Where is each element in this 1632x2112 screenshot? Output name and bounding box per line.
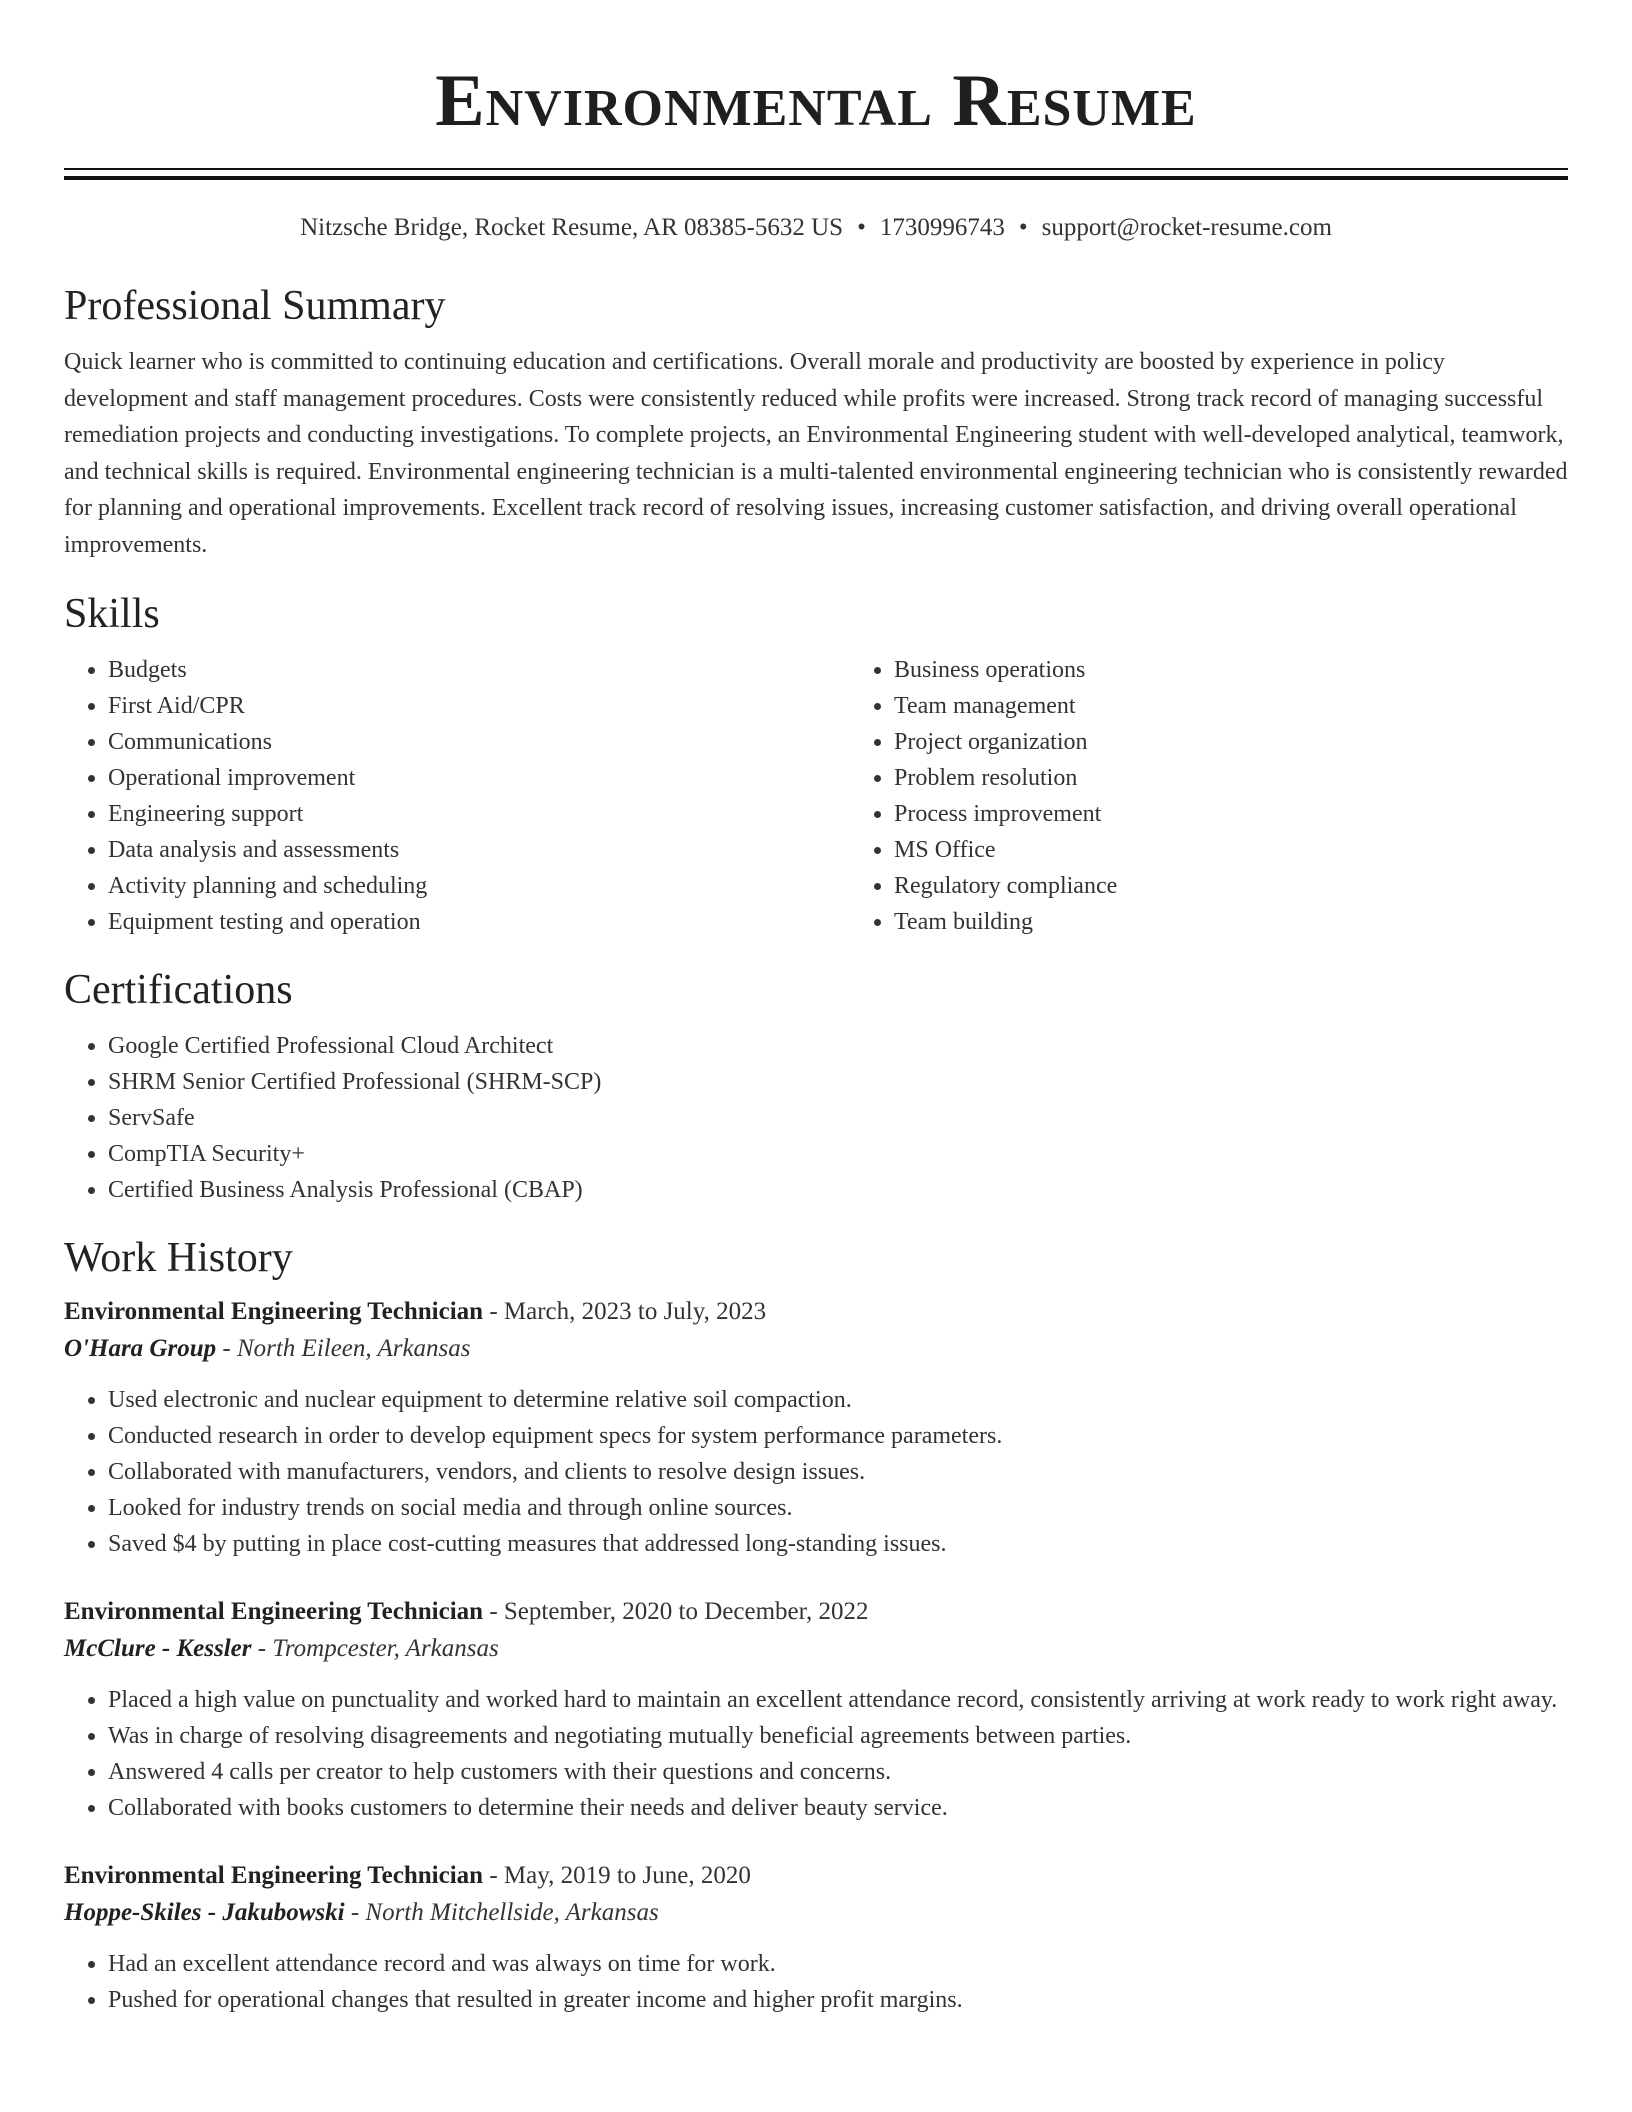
job-duty: • Collaborated with books customers to determine their needs and deliver beauty service. [108, 1790, 1568, 1826]
job-duty: • Was in charge of resolving disagreements and negotiating mutually beneficial agreements between parties. [108, 1718, 1568, 1754]
certifications-list [64, 1028, 1568, 1208]
job-company-line [64, 1330, 1568, 1368]
job-dates: - September, 2020 to December, 2022 [483, 1597, 869, 1625]
job-entry [64, 1594, 1568, 1826]
certification-item: • Certified Business Analysis Professional (CBAP) [108, 1172, 1568, 1208]
skill-item: • Communications [108, 724, 850, 760]
job-location: - North Mitchellside, Arkansas [344, 1898, 659, 1926]
certification-item: • ServSafe [108, 1100, 1568, 1136]
job-company: Hoppe-Skiles - Jakubowski [64, 1898, 345, 1926]
job-title: Environmental Engineering Technician [64, 1861, 484, 1889]
contact-phone: 1730996743 [879, 214, 1005, 241]
contact-separator: • [1018, 214, 1028, 241]
contact-separator: • [857, 214, 866, 241]
resume-page [64, 0, 1568, 2018]
job-entry [64, 1294, 1568, 1562]
job-duties-list [64, 1382, 1568, 1562]
certification-item: • Google Certified Professional Cloud Architect [108, 1028, 1568, 1064]
certifications-heading: Certifications [64, 966, 293, 1013]
skill-item: • Operational improvement [108, 760, 850, 796]
summary-heading: Professional Summary [64, 283, 446, 329]
work-history-heading: Work History [64, 1234, 293, 1281]
skill-item: • Data analysis and assessments [108, 832, 850, 868]
skill-item: • Business operations [894, 652, 1632, 688]
skill-item: • First Aid/CPR [108, 688, 850, 724]
job-duty: • Conducted research in order to develop equipment specs for system performance parameters. [108, 1418, 1568, 1454]
job-title-line [64, 1594, 1568, 1630]
resume-title: Environmental Resume [435, 60, 1197, 142]
skills-list-left [64, 652, 850, 940]
job-location: - Trompcester, Arkansas [251, 1634, 499, 1662]
skills-columns [64, 652, 1568, 940]
job-duty: • Collaborated with manufacturers, vendors, and clients to resolve design issues. [108, 1454, 1568, 1490]
skill-item: • MS Office [894, 832, 1632, 868]
skill-item: • Process improvement [894, 796, 1632, 832]
job-title: Environmental Engineering Technician [64, 1297, 484, 1325]
skills-heading: Skills [64, 590, 160, 637]
contact-line [64, 212, 1568, 244]
job-duty: • Placed a high value on punctuality and worked hard to maintain an excellent attendance record, consistently arriving at work ready to work right away. [108, 1682, 1568, 1718]
job-location: - North Eileen, Arkansas [216, 1334, 471, 1362]
job-company-line [64, 1630, 1568, 1668]
contact-email[interactable]: support@rocket-resume.com [1041, 214, 1332, 241]
certification-item: • SHRM Senior Certified Professional (SHRM-SCP) [108, 1064, 1568, 1100]
job-duty: • Looked for industry trends on social media and through online sources. [108, 1490, 1568, 1526]
job-duty: • Used electronic and nuclear equipment to determine relative soil compaction. [108, 1382, 1568, 1418]
skill-item: • Equipment testing and operation [108, 904, 850, 940]
job-dates: - March, 2023 to July, 2023 [483, 1297, 767, 1325]
job-company: O'Hara Group [64, 1334, 217, 1362]
skills-list-right [850, 652, 1632, 940]
certification-item: • CompTIA Security+ [108, 1136, 1568, 1172]
skill-item: • Team building [894, 904, 1632, 940]
job-company-line [64, 1894, 1568, 1932]
job-title-line [64, 1294, 1568, 1330]
skill-item: • Engineering support [108, 796, 850, 832]
job-duties-list [64, 1946, 1568, 2018]
skill-item: • Budgets [108, 652, 850, 688]
job-entry [64, 1858, 1568, 2018]
job-duty: • Pushed for operational changes that resulted in greater income and higher profit margins. [108, 1982, 1568, 2018]
job-company: McClure - Kessler [64, 1634, 252, 1662]
skill-item: • Regulatory compliance [894, 868, 1632, 904]
skill-item: • Problem resolution [894, 760, 1632, 796]
skill-item: • Team management [894, 688, 1632, 724]
job-duty: • Saved $4 by putting in place cost-cutting measures that addressed long-standing issues. [108, 1526, 1568, 1562]
skill-item: • Activity planning and scheduling [108, 868, 850, 904]
contact-address: Nitzsche Bridge, Rocket Resume, AR 08385-5632 US [300, 214, 844, 241]
job-title-line [64, 1858, 1568, 1894]
job-dates: - May, 2019 to June, 2020 [483, 1861, 751, 1889]
job-duties-list [64, 1682, 1568, 1826]
summary-text: Quick learner who is committed to continuing education and certifications. Overall morale and productivity are boosted by experience in policy development and staff management procedures. Costs were consistently reduced while profits were increased. Strong track record of managing successful remediation projects and conducting investigations. To complete projects, an Environmental Engineering student with well-developed analytical, teamwork, and technical skills is required. Environmental engineering technician is a multi-talented environmental engineering technician who is consistently rewarded for planning and operational improvements. Excellent track record of resolving issues, increasing customer satisfaction, and driving overall operational improvements. [64, 349, 1568, 558]
job-duty: • Answered 4 calls per creator to help customers with their questions and concerns. [108, 1754, 1568, 1790]
job-duty: • Had an excellent attendance record and was always on time for work. [108, 1946, 1568, 1982]
job-title: Environmental Engineering Technician [64, 1597, 484, 1625]
skill-item: • Project organization [894, 724, 1632, 760]
title-divider [64, 168, 1568, 180]
